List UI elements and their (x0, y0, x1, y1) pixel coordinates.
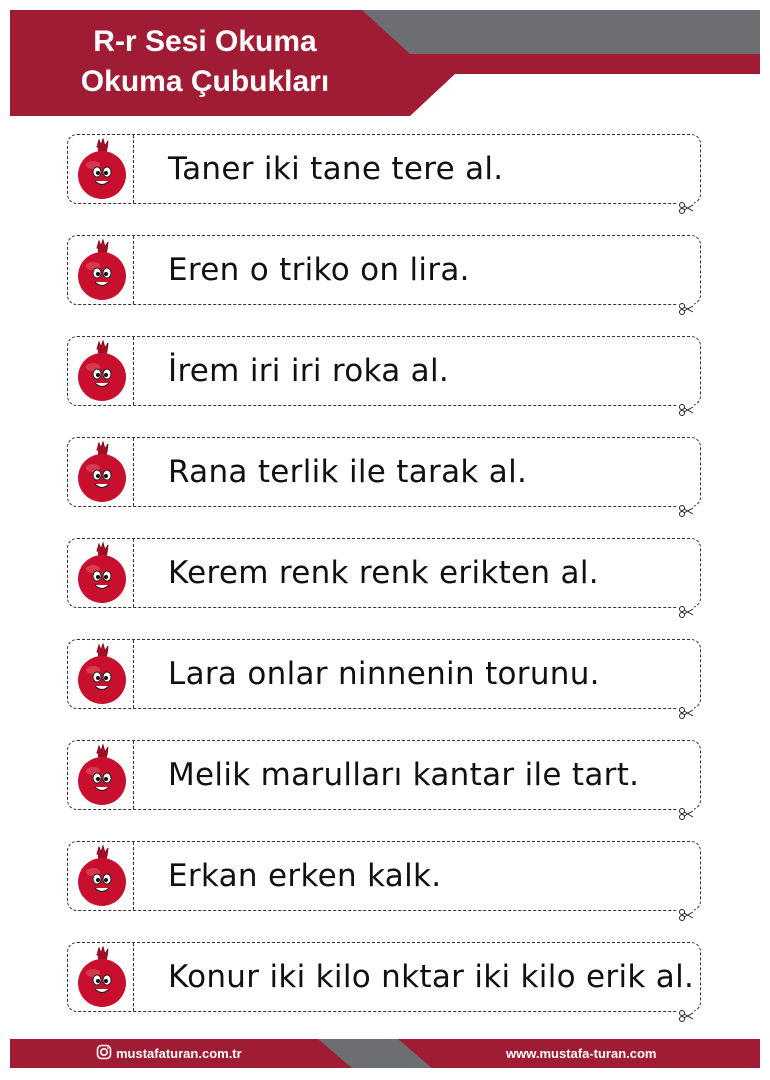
scissors-icon (678, 403, 694, 417)
reading-strips (67, 134, 701, 1043)
reading-strip (67, 134, 701, 204)
pomegranate-icon (68, 337, 134, 405)
page-title-line2: Okuma Çubukları (80, 65, 330, 98)
sentence-text: Konur iki kilo nktar iki kilo erik al. (168, 959, 695, 995)
sentence-text: Erkan erken kalk. (168, 858, 442, 894)
sentence-text: Lara onlar ninnenin torunu. (168, 656, 600, 692)
scissors-icon (678, 504, 694, 518)
reading-strip (67, 235, 701, 305)
pomegranate-icon (68, 741, 134, 809)
pomegranate-icon (68, 539, 134, 607)
reading-strip (67, 942, 701, 1012)
reading-strip (67, 336, 701, 406)
page-title-line1: R-r Sesi Okuma (93, 25, 317, 58)
sentence-text: Taner iki tane tere al. (168, 151, 504, 187)
instagram-icon (96, 1044, 112, 1063)
footer-website: www.mustafa-turan.com (506, 1046, 657, 1061)
reading-strip (67, 841, 701, 911)
pomegranate-icon (68, 236, 134, 304)
scissors-icon (678, 201, 694, 215)
scissors-icon (678, 1009, 694, 1023)
footer-instagram (96, 1039, 242, 1068)
pomegranate-icon (68, 640, 134, 708)
sentence-text: Kerem renk renk erikten al. (168, 555, 599, 591)
scissors-icon (678, 807, 694, 821)
scissors-icon (678, 605, 694, 619)
instagram-handle: mustafaturan.com.tr (116, 1046, 242, 1061)
scissors-icon (678, 706, 694, 720)
pomegranate-icon (68, 438, 134, 506)
reading-strip (67, 740, 701, 810)
pomegranate-icon (68, 842, 134, 910)
scissors-icon (678, 908, 694, 922)
pomegranate-icon (68, 943, 134, 1011)
pomegranate-icon (68, 135, 134, 203)
sentence-text: İrem iri iri roka al. (168, 353, 450, 389)
sentence-text: Eren o triko on lira. (168, 252, 470, 288)
reading-strip (67, 538, 701, 608)
reading-strip (67, 437, 701, 507)
sentence-text: Melik marulları kantar ile tart. (168, 757, 640, 793)
scissors-icon (678, 302, 694, 316)
sentence-text: Rana terlik ile tarak al. (168, 454, 528, 490)
reading-strip (67, 639, 701, 709)
